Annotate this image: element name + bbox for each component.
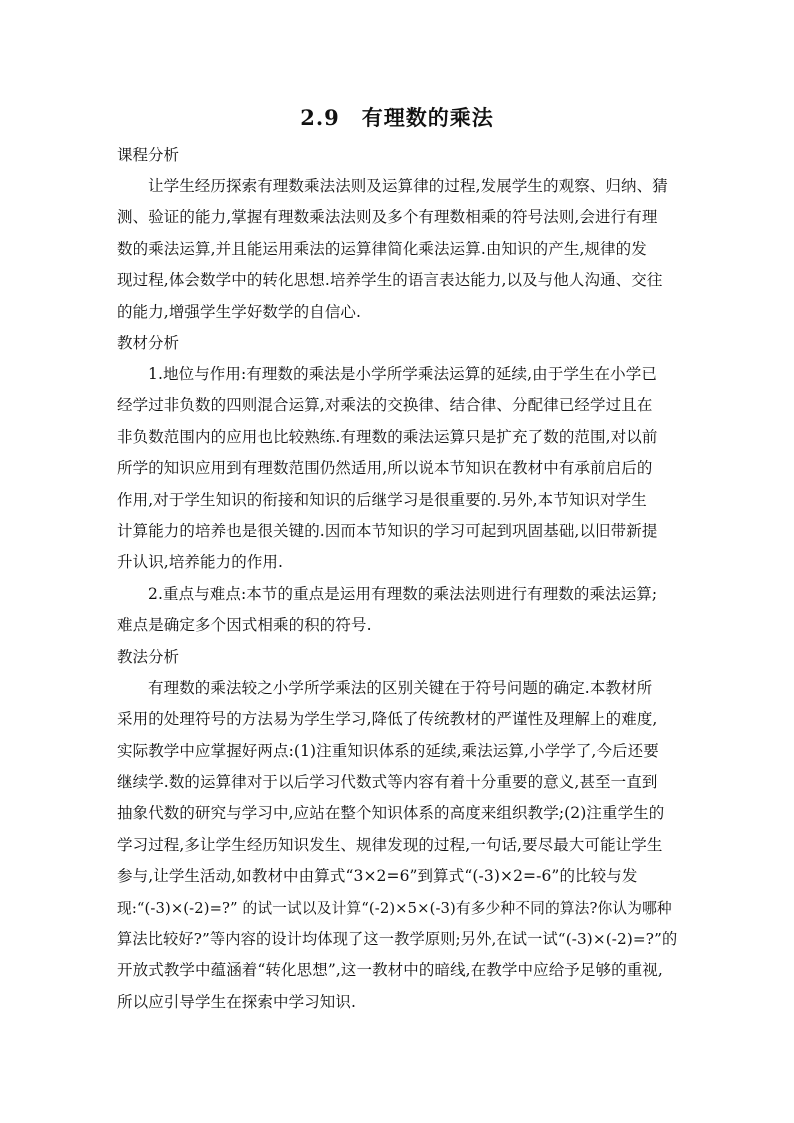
heading-teaching-method-analysis: 教法分析: [117, 647, 180, 666]
section-number: 2.9: [300, 105, 340, 130]
paragraph-line: 采用的处理符号的方法易为学生学习,降低了传统教材的严谨性及理解上的难度,: [117, 710, 658, 729]
heading-textbook-analysis: 教材分析: [117, 334, 180, 353]
paragraph-line: 计算能力的培养也是很关键的.因而本节知识的学习可起到巩固基础,以旧带新提: [117, 522, 658, 541]
paragraph-line: 测、验证的能力,掌握有理数乘法法则及多个有理数相乘的符号法则,会进行有理: [117, 208, 658, 227]
paragraph-line: 抽象代数的研究与学习中,应站在整个知识体系的高度来组织教学;(2)注重学生的: [117, 804, 665, 823]
heading-course-analysis: 课程分析: [117, 146, 180, 164]
paragraph-line: 实际教学中应掌握好两点:(1)注重知识体系的延续,乘法运算,小学学了,今后还要: [117, 741, 659, 760]
paragraph-line: 现过程,体会数学中的转化思想.培养学生的语言表达能力,以及与他人沟通、交往: [117, 271, 663, 290]
paragraph-line: 非负数范围内的应用也比较熟练.有理数的乘法运算只是扩充了数的范围,对以前: [117, 427, 658, 446]
paragraph-line: 所以应引导学生在探索中学习知识.: [117, 992, 357, 1011]
paragraph-line: 参与,让学生活动,如教材中由算式“3×2=6”到算式“(-3)×2=-6”的比较与发: [117, 867, 638, 886]
paragraph-line: 所学的知识应用到有理数范围仍然适用,所以说本节知识在教材中有承前启后的: [117, 459, 653, 478]
paragraph-line: 开放式教学中蕴涵着“转化思想”,这一教材中的暗线,在教学中应给予足够的重视,: [117, 961, 663, 980]
paragraph-line: 的能力,增强学生学好数学的自信心.: [117, 302, 362, 321]
paragraph-line: 让学生经历探索有理数乘法法则及运算律的过程,发展学生的观察、归纳、猜: [148, 177, 668, 195]
page-title: [0, 101, 794, 135]
paragraph-line: 有理数的乘法较之小学所学乘法的区别关键在于符号问题的确定.本教材所: [148, 678, 653, 697]
paragraph-line: 作用,对于学生知识的衔接和知识的后继学习是很重要的.另外,本节知识对学生: [117, 490, 647, 509]
document-body: [117, 140, 677, 1018]
paragraph-line: 继续学.数的运算律对于以后学习代数式等内容有着十分重要的意义,甚至一直到: [117, 772, 658, 791]
paragraph-line: 学习过程,多让学生经历知识发生、规律发现的过程,一句话,要尽最大可能让学生: [117, 835, 663, 854]
paragraph-line: 1.地位与作用:有理数的乘法是小学所学乘法运算的延续,由于学生在小学已: [148, 365, 657, 384]
paragraph-line: 2.重点与难点:本节的重点是运用有理数的乘法法则进行有理数的乘法运算;: [148, 584, 658, 603]
paragraph-line: 数的乘法运算,并且能运用乘法的运算律简化乘法运算.由知识的产生,规律的发: [117, 239, 647, 258]
paragraph-line: 算法比较好?”等内容的设计均体现了这一教学原则;另外,在试一试“(-3)×(-2)=?”的: [117, 929, 678, 948]
section-title-text: 有理数的乘法: [361, 105, 494, 130]
paragraph-line: 难点是确定多个因式相乘的积的符号.: [117, 616, 372, 635]
paragraph-line: 现:“(-3)×(-2)=?” 的试一试以及计算“(-2)×5×(-3)有多少种不同的算法?你认为哪种: [117, 899, 672, 917]
paragraph-line: 经学过非负数的四则混合运算,对乘法的交换律、结合律、分配律已经学过且在: [117, 396, 653, 415]
paragraph-line: 升认识,培养能力的作用.: [117, 553, 284, 572]
